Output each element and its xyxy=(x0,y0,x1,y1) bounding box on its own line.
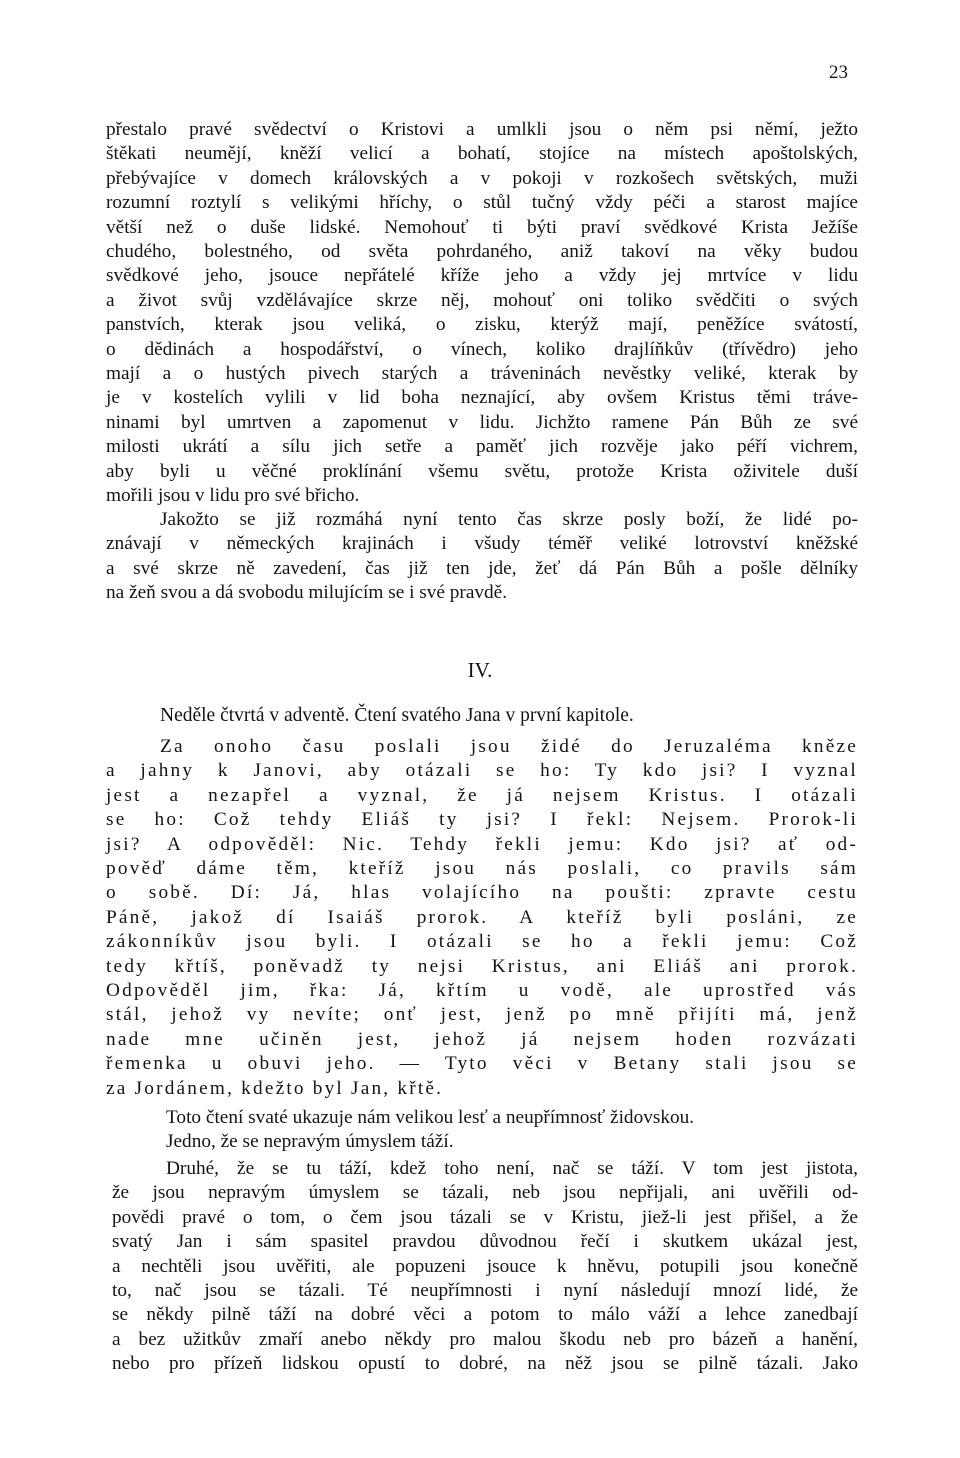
text-line: a bez užitkův zmaří anebo někdy pro malou škodu neb pro bázeň a hanění, xyxy=(112,1328,858,1350)
text-line: zákonníkův jsou byli. I otázali se ho a řekli jemu: Což xyxy=(106,931,858,953)
text-line: přebývajíce v domech královských a v pokoji v rozkošech světských, muži xyxy=(106,167,858,189)
text-line: Jakožto se již rozmáhá nyní tento čas skrze posly boží, že lidé po- xyxy=(160,509,858,530)
text-line: větší než o duše lidské. Nemohouť ti býti praví svědkové Krista Ježíše xyxy=(106,216,858,238)
text-line: chudého, bolestného, od světa pohrdaného, aniž takoví na věky budou xyxy=(106,241,858,263)
text-line: jest a nezapřel a vyznal, že já nejsem Kristus. I otázali xyxy=(106,784,858,806)
text-line: Za onoho času poslali jsou židé do Jeruzaléma kněze xyxy=(160,736,858,757)
chapter-title: Neděle čtvrtá v adventě. Čtení svatého Jana v první kapitole. xyxy=(160,705,634,726)
text-line: mořili jsou v lidu pro své břicho. xyxy=(106,485,360,507)
text-line: jsi? A odpověděl: Nic. Tehdy řekli jemu: Kdo jsi? ať od- xyxy=(106,833,858,855)
text-line: ninami byl umrtven a zapomenut v lidu. Jichžto ramene Pán Bůh ze své xyxy=(106,411,858,433)
text-line: panstvích, kterak jsou veliká, o zisku, kterýž mají, peněžíce svátostí, xyxy=(106,314,858,336)
text-line: pověď dáme těm, kteříž jsou nás poslali, co pravils sám xyxy=(106,858,858,880)
text-line: svatý Jan i sám spasitel pravdou důvodnou řečí i skutkem ukázal jest, xyxy=(112,1231,858,1253)
text-line: je v kostelích vylili v lid boha neznající, aby ovšem Kristus těmi tráve- xyxy=(106,387,858,409)
gospel-reading xyxy=(106,735,858,1101)
commentary-intro xyxy=(106,1106,858,1155)
text-line: povědi pravé o tom, o čem jsou tázali se v Kristu, jiež-li jest přišel, a že xyxy=(112,1206,858,1228)
text-line: se ho: Což tehdy Eliáš ty jsi? I řekl: Nejsem. Prorok-li xyxy=(106,809,858,831)
text-line: znávají v německých krajinách i všudy téměř veliké lotrovství kněžské xyxy=(106,533,858,555)
text-line: nade mne učiněn jest, jehož já nejsem hoden rozvázati xyxy=(106,1028,858,1050)
text-line: se někdy pilně táží na dobré věci a potom to málo váží a lehce zanedbají xyxy=(112,1304,858,1326)
text-line: svědkové jeho, jsouce nepřátelé kříže jeho a vždy jej mrtvíce v lidu xyxy=(106,265,858,287)
text-line: řemenka u obuvi jeho. — Tyto věci v Betany stali jsou se xyxy=(106,1053,858,1075)
text-line: za Jordánem, kdežto byl Jan, křtě. xyxy=(106,1077,444,1099)
paragraph-continued xyxy=(106,118,858,509)
text-line: na žeň svou a dá svobodu milujícím se i své pravdě. xyxy=(106,582,508,604)
text-line: aby byli u věčné proklínání všemu světu, protože Krista oživitele duší xyxy=(106,460,858,482)
text-line: Druhé, že se tu táží, kdež toho není, nač se táží. V tom jest jistota, xyxy=(166,1158,858,1179)
text-line: Jedno, že se nepravým úmyslem táží. xyxy=(166,1131,454,1153)
text-line: a život svůj vzdělávajíce skrze něj, mohouť oni toliko svědčiti o svých xyxy=(106,289,858,311)
text-line: Odpověděl jim, řka: Já, křtím u vodě, ale uprostřed vás xyxy=(106,980,858,1002)
text-line: štěkati neumějí, kněží velicí a bohatí, stojíce na místech apoštolských, xyxy=(106,143,858,165)
text-line: milosti ukrátí a sílu jich setře a paměť jich rozvěje jako péří vichrem, xyxy=(106,436,858,458)
paragraph xyxy=(106,508,858,606)
text-line: a nechtěli jsou uvěřiti, ale popuzeni jsouce k hněvu, potupili jsou konečně xyxy=(112,1255,858,1277)
text-line: Páně, jakož dí Isaiáš prorok. A kteříž byli posláni, ze xyxy=(106,906,858,928)
commentary-paragraph xyxy=(112,1157,858,1377)
text-line: o dědinách a hospodářství, o vínech, koliko drajlíňkův (třívědro) jeho xyxy=(106,338,858,360)
text-line: stál, jehož vy nevíte; onť jest, jenž po mně přijíti má, jenž xyxy=(106,1004,858,1026)
text-line: tedy křtíš, poněvadž ty nejsi Kristus, ani Eliáš ani prorok. xyxy=(106,955,858,977)
text-line: a jahny k Janovi, aby otázali se ho: Ty kdo jsi? I vyznal xyxy=(106,760,858,782)
text-line: nebo pro přízeň lidskou opustí to dobré, na něž jsou se pilně tázali. Jako xyxy=(112,1353,858,1375)
chapter-number: IV. xyxy=(467,658,493,682)
text-line: že jsou nepravým úmyslem se tázali, neb jsou nepřijali, ani uvěřili od- xyxy=(112,1182,858,1204)
text-line: Toto čtení svaté ukazuje nám velikou lesť a neupřímnosť židovskou. xyxy=(166,1107,695,1128)
text-line: o sobě. Dí: Já, hlas volajícího na poušti: zpravte cestu xyxy=(106,882,858,904)
text-line: přestalo pravé svědectví o Kristovi a umlkli jsou o něm psi němí, ježto xyxy=(106,119,858,140)
text-line: to, nač jsou se tázali. Té neupřímnosti i nyní následují mnozí lidé, že xyxy=(112,1280,858,1302)
text-line: mají a o hustých pivech starých a tráveninách nevěstky veliké, kterak by xyxy=(106,363,858,385)
page-number: 23 xyxy=(829,62,848,83)
text-line: a své skrze ně zavedení, čas již ten jde, žeť dá Pán Bůh a pošle dělníky xyxy=(106,557,858,579)
text-line: rozumní roztylí s velikými hříchy, o stůl tučný vždy péči a starost majíce xyxy=(106,192,858,214)
